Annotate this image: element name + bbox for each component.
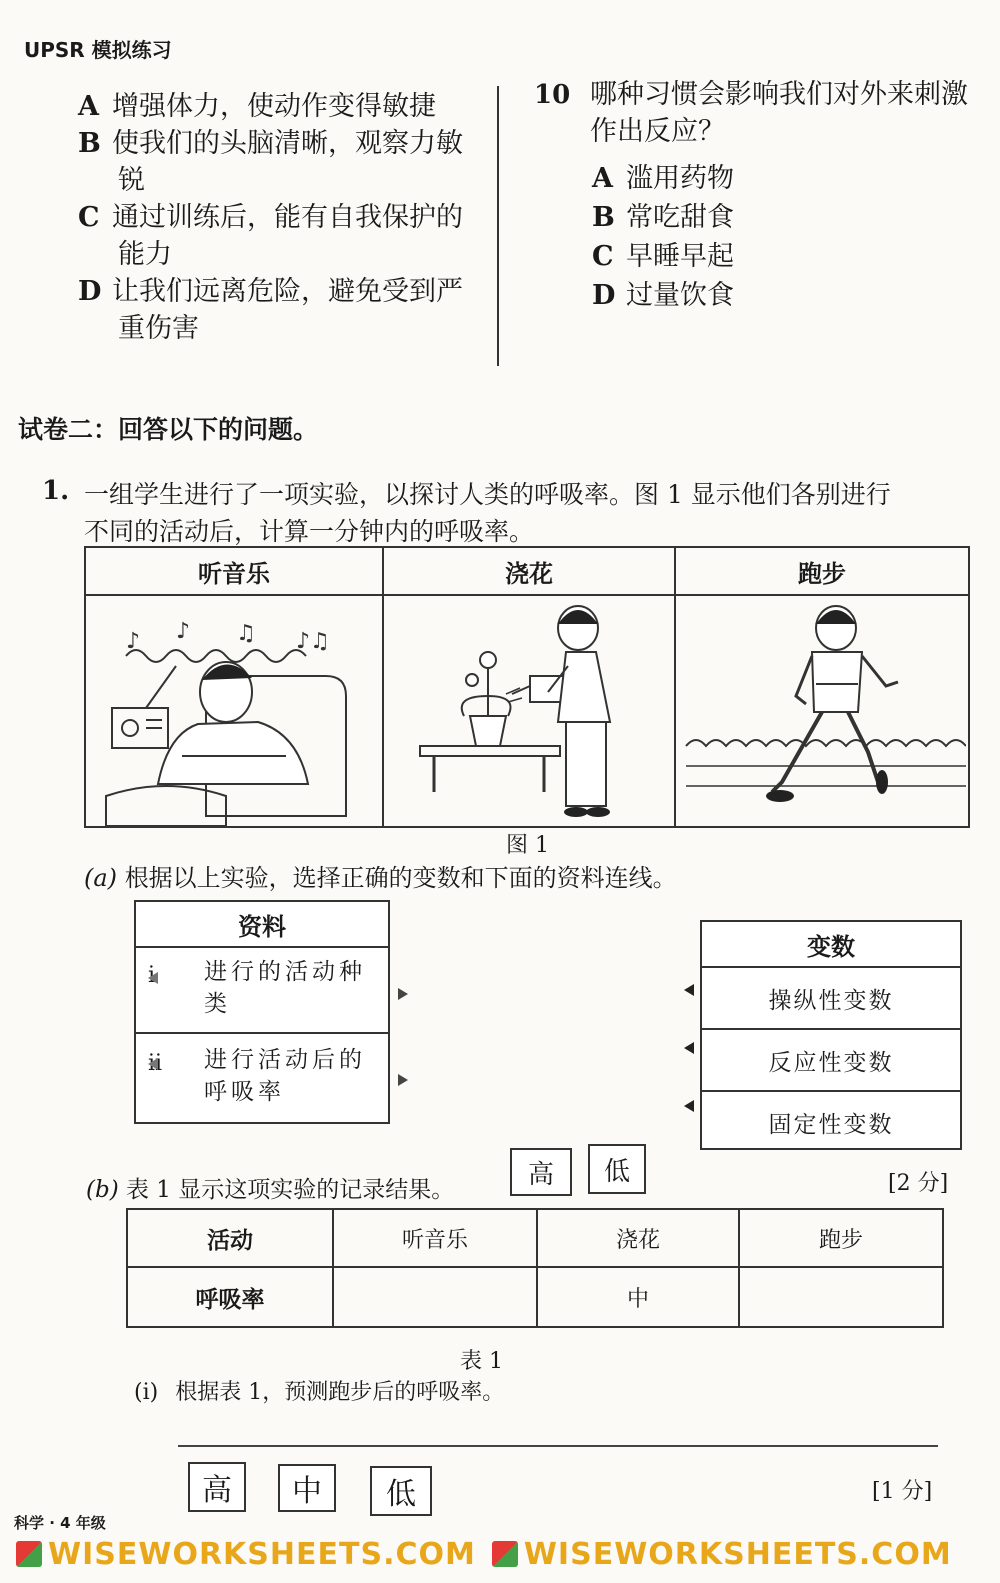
part-a-marks: [2 分] <box>888 1171 949 1196</box>
var-row-3-connector[interactable] <box>684 1100 694 1112</box>
info-row-ii-marker <box>148 1058 158 1070</box>
wiseworksheets-logo-icon <box>16 1541 42 1567</box>
drag-option-high[interactable]: 高 <box>510 1148 572 1196</box>
q10-option-d: D 过量饮食 <box>592 280 734 311</box>
column-divider <box>497 86 499 366</box>
info-row-i-marker <box>148 972 158 984</box>
var-row-1-connector[interactable] <box>684 984 694 996</box>
info-row-ii: ii 进行活动后的 呼吸率 <box>148 1047 366 1105</box>
section-title: 试卷二：回答以下的问题。 <box>18 415 319 444</box>
figure-header-music: 听音乐 <box>86 548 382 596</box>
svg-text:♪: ♪ <box>176 619 191 644</box>
answer-line[interactable] <box>178 1445 938 1447</box>
q1-number: 1. <box>42 476 70 506</box>
q10-number: 10 <box>534 80 571 110</box>
watermark <box>0 1534 1000 1574</box>
q10-option-c: C 早睡早起 <box>592 241 734 272</box>
page-header: UPSR 模拟练习 <box>24 38 172 62</box>
svg-text:♪: ♪ <box>126 629 141 654</box>
var-constant: 固定性变数 <box>768 1111 894 1138</box>
results-value-music[interactable] <box>334 1268 538 1326</box>
results-table <box>126 1208 944 1328</box>
info-row-i: i 进行的活动种 类 <box>136 946 388 1034</box>
sub-i-marks: [1 分] <box>872 1479 933 1504</box>
watermark-text-right: WISEWORKSHEETS.COM <box>523 1536 952 1572</box>
info-table-header: 资料 <box>136 902 388 948</box>
info-table <box>134 900 390 1124</box>
results-value-watering: 中 <box>538 1268 740 1326</box>
var-manipulated: 操纵性变数 <box>702 968 960 1030</box>
watermark-text-left: WISEWORKSHEETS.COM <box>48 1536 476 1572</box>
svg-text:♪♫: ♪♫ <box>296 629 330 654</box>
info-row-ii-connector[interactable] <box>398 1074 408 1086</box>
choice-high[interactable]: 高 <box>188 1462 246 1512</box>
choice-low[interactable]: 低 <box>370 1466 432 1516</box>
q10-option-b: B 常吃甜食 <box>592 202 734 233</box>
results-col-running: 跑步 <box>740 1210 942 1268</box>
figure-header-watering: 浇花 <box>384 548 674 596</box>
table-caption: 表 1 <box>460 1349 503 1374</box>
var-row-2-connector[interactable] <box>684 1042 694 1054</box>
results-row-header-activity: 活动 <box>128 1210 334 1268</box>
running-illustration <box>676 596 968 826</box>
results-col-music: 听音乐 <box>334 1210 538 1268</box>
q9-option-b: B 使我们的头脑清晰，观察力敏 锐 <box>78 128 463 196</box>
q9-option-d: D 让我们远离危险，避免受到严 重伤害 <box>78 276 463 344</box>
info-row-i-connector[interactable] <box>398 988 408 1000</box>
results-row-header-breathing: 呼吸率 <box>128 1268 334 1326</box>
figure-header-running: 跑步 <box>676 548 968 596</box>
sub-question-i: (i) 根据表 1，预测跑步后的呼吸率。 <box>134 1380 505 1405</box>
q10-option-a: A 滥用药物 <box>592 163 734 194</box>
results-col-watering: 浇花 <box>538 1210 740 1268</box>
figure-col-music <box>86 548 384 826</box>
part-a-prompt: (a) 根据以上实验，选择正确的变数和下面的资料连线。 <box>84 864 677 892</box>
figure-col-watering <box>384 548 676 826</box>
q9-option-a: A 增强体力，使动作变得敏捷 <box>78 91 436 122</box>
var-responding: 反应性变数 <box>702 1030 960 1092</box>
watering-flowers-illustration <box>384 596 674 826</box>
choice-medium[interactable]: 中 <box>278 1464 336 1512</box>
figure-1 <box>84 546 970 828</box>
variable-table <box>700 920 962 1150</box>
results-value-running[interactable] <box>740 1268 942 1326</box>
svg-text:♫: ♫ <box>236 621 256 646</box>
part-b-prompt: (b) 表 1 显示这项实验的记录结果。 <box>86 1177 455 1203</box>
wiseworksheets-logo-icon <box>492 1541 518 1567</box>
drag-option-low[interactable]: 低 <box>588 1144 646 1194</box>
listening-music-illustration <box>86 596 382 826</box>
variable-table-header: 变数 <box>702 922 960 968</box>
q1-text: 一组学生进行了一项实验，以探讨人类的呼吸率。图 1 显示他们各别进行 不同的活动后，计算一分钟内的呼吸率。 <box>84 480 891 546</box>
q10-question: 哪种习惯会影响我们对外来刺激 作出反应？ <box>590 79 968 147</box>
q9-option-c: C 通过训练后，能有自我保护的 能力 <box>78 202 463 270</box>
figure-caption: 图 1 <box>506 833 549 858</box>
figure-col-running <box>676 548 968 826</box>
footer-label: 科学 · 4 年级 <box>14 1514 106 1532</box>
